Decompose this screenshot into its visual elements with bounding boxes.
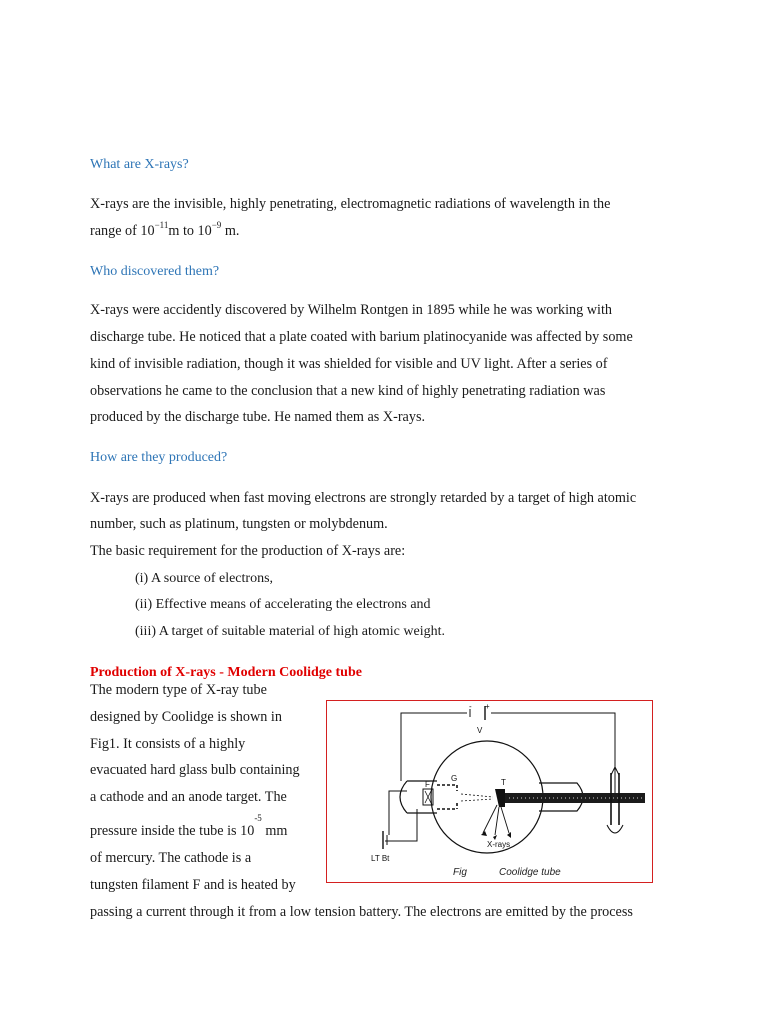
paragraph-line: passing a current through it from a low tension battery. The electrons are emitted by the process [90, 904, 633, 920]
xray-arrow [495, 807, 499, 835]
text-fragment: m to 10 [168, 223, 212, 239]
list-item: (i) A source of electrons, [135, 571, 274, 586]
coolidge-tube-diagram [327, 701, 652, 882]
paragraph-line-wavelength [90, 218, 239, 245]
list-item: (ii) Effective means of accelerating the electrons and [135, 597, 431, 612]
figure-caption-fig: Fig [453, 867, 467, 878]
text-fragment: mm [261, 823, 288, 839]
paragraph-line: of mercury. The cathode is a [90, 850, 252, 866]
list-item: (iii) A target of suitable material of high atomic weight. [135, 624, 445, 639]
label-f: F [425, 780, 430, 789]
pipe-bend [607, 825, 623, 833]
figure-caption-title: Coolidge tube [499, 867, 561, 878]
text-fragment: range of 10 [90, 223, 155, 239]
paragraph-line: X-rays are the invisible, highly penetrating, electromagnetic radiations of wavelength in the [90, 196, 611, 212]
xray-arrow [501, 807, 509, 833]
paragraph-line: designed by Coolidge is shown in [90, 709, 282, 725]
wire-bottom-left [389, 791, 407, 835]
paragraph-line: number, such as platinum, tungsten or molybdenum. [90, 516, 388, 532]
label-v: V [477, 726, 483, 735]
electron-beam [461, 794, 493, 797]
paragraph-line: discharge tube. He noticed that a plate coated with barium platinocyanide was affected by some [90, 329, 633, 345]
heading-coolidge-tube: Production of X-rays - Modern Coolidge tube [90, 665, 362, 680]
label-lt-bt: LT Bt [371, 854, 390, 863]
paragraph-line: kind of invisible radiation, though it was shielded for visible and UV light. After a series of [90, 356, 608, 372]
paragraph-line: The basic requirement for the production of X-rays are: [90, 543, 406, 559]
superscript: −11 [154, 220, 169, 231]
heading-what-are-xrays: What are X-rays? [90, 157, 189, 172]
wire-top-left [401, 713, 467, 781]
paragraph-line: produced by the discharge tube. He named them as X-rays. [90, 409, 426, 425]
label-g: G [451, 774, 458, 783]
text-fragment: pressure inside the tube is 10 [90, 823, 255, 839]
heading-who-discovered: Who discovered them? [90, 264, 220, 279]
paragraph-line-pressure [90, 813, 288, 845]
xray-arrow [483, 805, 497, 833]
label-t: T [501, 778, 506, 787]
paragraph-line: The modern type of X-ray tube [90, 682, 267, 698]
text-fragment: m. [221, 223, 240, 239]
anode-target [495, 789, 505, 807]
coolidge-tube-figure [326, 700, 653, 883]
paragraph-line: Fig1. It consists of a highly [90, 736, 246, 752]
paragraph-line: tungsten filament F and is heated by [90, 877, 296, 893]
electron-beam [461, 799, 493, 801]
label-minus: - [469, 702, 472, 711]
superscript: -5 [254, 813, 262, 824]
paragraph-line: a cathode and an anode target. The [90, 789, 287, 805]
superscript: −9 [211, 220, 222, 231]
focusing-cup [437, 785, 457, 809]
paragraph-line: observations he came to the conclusion that a new kind of highly penetrating radiation was [90, 383, 606, 399]
heading-how-produced: How are they produced? [90, 450, 228, 465]
paragraph-line: X-rays were accidently discovered by Wilhelm Rontgen in 1895 while he was working with [90, 302, 613, 318]
paragraph-line: evacuated hard glass bulb containing [90, 762, 300, 778]
label-plus: + [485, 702, 490, 711]
wire-bottom [385, 809, 417, 841]
label-xrays: X-rays [487, 840, 511, 849]
paragraph-line: X-rays are produced when fast moving electrons are strongly retarded by a target of high atomic [90, 490, 637, 506]
